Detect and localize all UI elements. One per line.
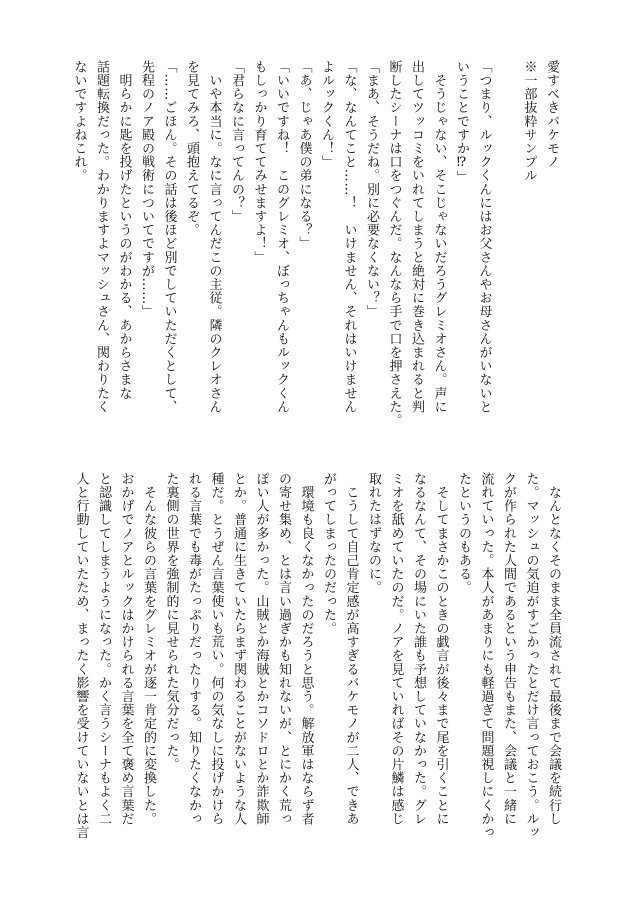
upper-text-column: 「つまり、ルックくんにはお父さんやお母さんがいないと	[476, 60, 492, 414]
upper-text-column: 「まあ、そうだね。別に必要なくない？」	[364, 60, 379, 319]
upper-text-column: 「あ、じゃあ僕の弟になる？」	[296, 60, 312, 251]
lower-text-column: の寄せ集め、とは言い過ぎかも知れないが、とにかく荒っ	[276, 472, 291, 826]
lower-text-column: そしてまさかこのときの戯言が後々まで尾を引くことに	[433, 472, 449, 826]
lower-text-column: なんとなくそのまま全員流されて最後まで会議を続行し	[546, 472, 561, 826]
upper-text-column: 愛すべきバケモノ	[544, 60, 559, 169]
lower-text-column: クが作られた人間であるという申告もまた、会議と一緒に	[501, 472, 516, 826]
lower-text-column: と認識してしまうようになった。かく言うシーナもよく二	[96, 472, 111, 826]
lower-text-column: こうして自己肯定感が高すぎるバケモノが二人、できあ	[343, 472, 359, 826]
upper-text-column: ※一部抜粋サンプル	[521, 60, 537, 183]
upper-text-column: 出してツッコミをいれてしまうと絶対に巻き込まれると判	[409, 60, 424, 414]
lower-text-column: 環境も良くなかったのだろうと思う。解放軍はならず者	[298, 472, 314, 826]
upper-text-column: そうじゃない、そこじゃないだろうグレミオさん。声に	[431, 60, 447, 414]
upper-text-column: 話題転換だった。わかりますよマッシュさん、関わりたく	[94, 60, 109, 414]
upper-text-column	[495, 60, 518, 445]
upper-text-column: 「な、なんてこと……！ いけません、それはいけません	[341, 60, 357, 414]
upper-text-column: を見てみろ、頭抱えてるぞ。	[184, 60, 199, 237]
lower-text-column: た。マッシュの気迫がすごかったとだけ言っておこう。ルッ	[523, 472, 539, 840]
lower-text-column: とか。普通に生きていたらまず関わることがないような人	[231, 472, 246, 826]
lower-text-column: おかげでノアとルックはかけられる言葉を全て褒め言葉だ	[118, 472, 134, 826]
lower-text-column: 流れていった。本人があまりにも軽過ぎて問題視しにくかっ	[478, 472, 494, 840]
upper-text-column: ないですよねこれ。	[71, 60, 87, 183]
upper-text-column: もしっかり育ててみせますよ！」	[251, 60, 267, 264]
lower-text-column: た裏側の世界を強制的に見せられた気分だった。	[163, 472, 179, 772]
lower-text-block	[64, 472, 564, 862]
lower-text-column: ぽい人が多かった。山賊とか海賊とかコソドロとか詐欺師	[253, 472, 269, 826]
lower-text-column: れる言葉でも毒がたっぷりだったりする。知りたくなかっ	[186, 472, 201, 826]
upper-text-column: いうことですか⁉」	[454, 60, 469, 185]
lower-text-column: 人と行動していたため、まったく影響を受けていないとは言	[73, 472, 89, 840]
lower-text-column: たというのもある。	[456, 472, 471, 595]
lower-text-column: がってしまったのだった。	[321, 472, 336, 636]
upper-text-block	[67, 60, 562, 445]
upper-text-column: 先程のノア殿の戦術についてですが……」	[139, 60, 154, 319]
lower-text-column: 種だ。とうぜん言葉使いも荒い。何の気なしに投げかけら	[208, 472, 224, 826]
lower-text-column: ミオを舐めていたのだ。ノアを見ていればその片鱗は感じ	[388, 472, 404, 826]
upper-text-column: 「……ごほん。その話は後ほど別でしていただくとして、	[161, 60, 177, 414]
upper-text-column: 明らかに匙を投げたというのがわかる、あからさまな	[116, 60, 132, 400]
lower-text-column: そんな彼らの言葉をグレミオが逐一肯定的に変換した。	[141, 472, 156, 826]
upper-text-column: 「いいですね！ このグレミオ、ぼっちゃんもルックくん	[274, 60, 289, 414]
upper-text-column: 「君らなに言ってんの？」	[229, 60, 244, 224]
lower-text-column: 取れたはずなのに。	[366, 472, 381, 595]
upper-text-column: よルックくん！」	[319, 60, 334, 169]
upper-text-column: いや本当に。なに言ってんだこの主従。隣のクレオさん	[206, 60, 222, 414]
upper-text-column: 断したシーナは口をつぐんだ。なんなら手で口を押さえた。	[386, 60, 402, 428]
lower-text-column: なるなんて、その場にいた誰も予想していなかった。グレ	[411, 472, 426, 826]
